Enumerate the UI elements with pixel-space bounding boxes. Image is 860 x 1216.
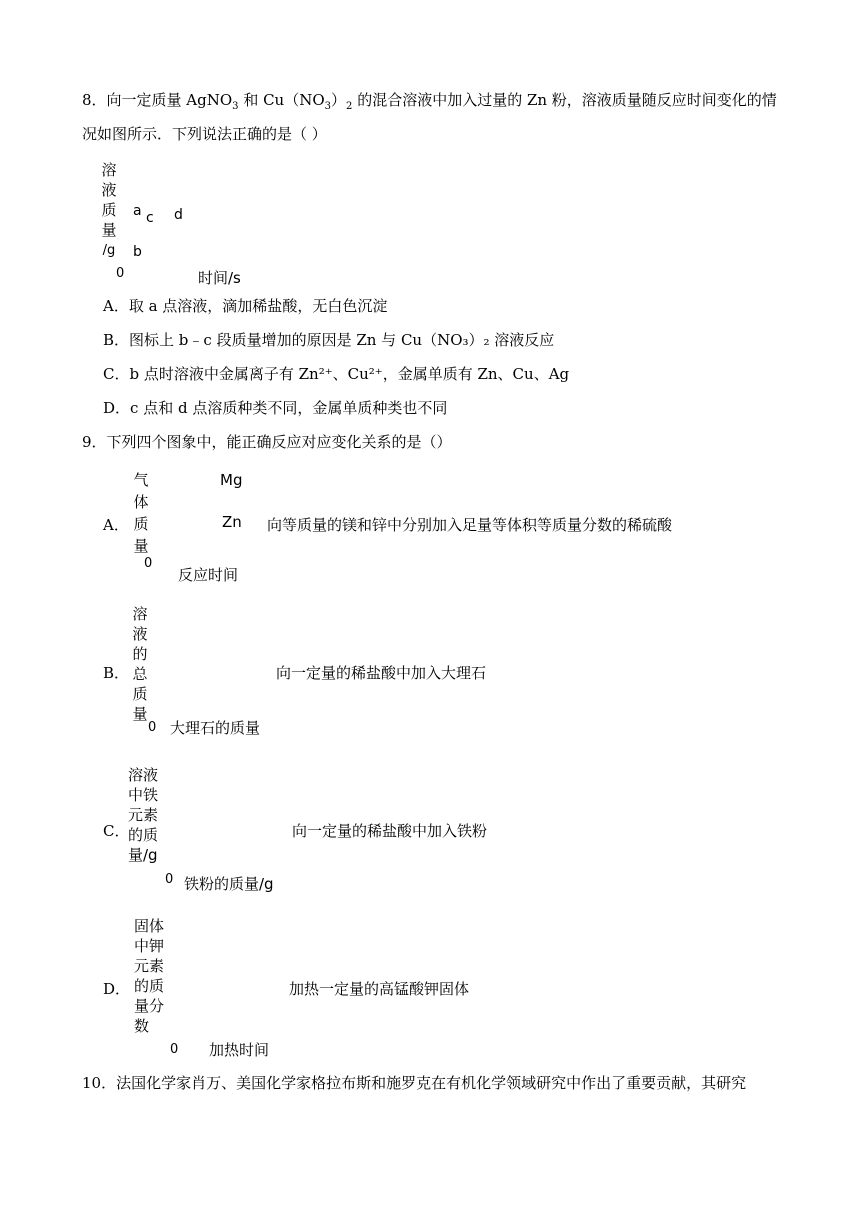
- q8-label-d: d: [174, 207, 183, 223]
- q9-d-ylabel-2: 中钾: [134, 937, 165, 955]
- q9-b-ylabel-4: 总: [132, 665, 148, 683]
- q9-a-series-zn: Zn: [222, 513, 242, 531]
- q9-a-ylabel-2: 体: [133, 493, 149, 511]
- q8-label-b: b: [133, 244, 142, 260]
- q8-xlabel: 时间/s: [198, 269, 241, 287]
- q9-b-ylabel-5: 质: [132, 685, 148, 703]
- q8-label-a: a: [133, 203, 142, 219]
- q9-b-ylabel-6: 量: [132, 705, 148, 723]
- q9-c-origin: 0: [165, 872, 174, 887]
- q8-point-a: [126, 216, 132, 222]
- q9-a-desc: 向等质量的镁和锌中分别加入足量等体积等质量分数的稀硫酸: [267, 516, 673, 534]
- q9-c-ylabel-5: 量/g: [128, 846, 158, 864]
- q8-ylabel-2: 液: [101, 181, 117, 199]
- q10-stem: 10．法国化学家肖万、美国化学家格拉布斯和施罗克在有机化学领域研究中作出了重要贡献，其研究: [82, 1074, 747, 1092]
- q9-b-ylabel-2: 液: [132, 625, 148, 643]
- q8-option-a: A．取 a 点溶液，滴加稀盐酸，无白色沉淀: [103, 297, 388, 315]
- q8-ylabel-1: 溶: [101, 161, 117, 179]
- q9-c-ylabel-2: 中铁: [128, 786, 159, 804]
- q9-b-line: [160, 657, 243, 680]
- q9-c-xlabel: 铁粉的质量/g: [184, 875, 274, 893]
- q8-stem-line1: 8．向一定质量 AgNO$_3$ 和 $Cu(NO_3)_2$ 的混合溶液中加入过量的 Zn 粉，溶液质量随反应时间变化的情: [82, 91, 777, 112]
- q8-ylabel-4: 量: [101, 221, 117, 239]
- q9-a-letter: A．: [103, 516, 129, 534]
- q9-d-ylabel-5: 量分: [134, 997, 165, 1015]
- q9-c-ylabel-4: 的质: [128, 826, 159, 844]
- q9-b-ylabel-3: 的: [132, 645, 148, 663]
- q9-a-ylabel-1: 气: [133, 471, 149, 489]
- q9-d-ylabel-3: 元素: [134, 957, 165, 975]
- q9-stem: 9．下列四个图象中，能正确反应对应变化关系的是（）: [82, 433, 452, 451]
- q9-d-ylabel-1: 固体: [134, 917, 165, 935]
- q9-a-xlabel: 反应时间: [178, 566, 239, 584]
- q9-a-ylabel-3: 质: [133, 515, 149, 533]
- q9-d-letter: D．: [103, 980, 131, 998]
- q9-d-ylabel-6: 数: [134, 1017, 150, 1035]
- q9-d-desc: 加热一定量的高锰酸钾固体: [289, 980, 470, 998]
- q9-c-desc: 向一定量的稀盐酸中加入铁粉: [292, 822, 488, 840]
- q9-b-xlabel: 大理石的质量: [170, 719, 261, 737]
- q9-c-ylabel-1: 溶液: [128, 766, 159, 784]
- q8-label-c: c: [146, 210, 154, 226]
- q9-b-desc: 向一定量的稀盐酸中加入大理石: [276, 664, 487, 682]
- q9-d-origin: 0: [170, 1042, 179, 1057]
- q8-ylabel-3: 质: [101, 201, 117, 219]
- q8-option-b: B．图标上 b﹣c 段质量增加的原因是 Zn 与 Cu（NO₃）₂ 溶液反应: [103, 331, 555, 349]
- q9-a-ylabel-4: 量: [133, 537, 149, 555]
- q9-d-xlabel: 加热时间: [209, 1041, 270, 1059]
- q9-b-ylabel-1: 溶: [132, 605, 148, 623]
- q9-a-series-mg: Mg: [220, 471, 243, 489]
- q9-c-letter: C．: [103, 822, 130, 840]
- q8-point-b: [134, 235, 140, 241]
- q8-point-d: [175, 225, 181, 231]
- q8-point-c: [147, 225, 153, 231]
- q9-b-origin: 0: [148, 720, 157, 735]
- q8-ylabel-5: /g: [102, 243, 116, 258]
- q8-origin: 0: [116, 266, 125, 281]
- q9-b-letter: B．: [103, 664, 130, 682]
- q9-d-ylabel-4: 的质: [134, 977, 165, 995]
- q8-option-d: D．c 点和 d 点溶质种类不同，金属单质种类也不同: [103, 399, 448, 417]
- q9-c-line: [170, 806, 232, 866]
- q9-c-ylabel-3: 元素: [128, 806, 159, 824]
- q8-option-c: C．b 点时溶液中金属离子有 Zn²⁺、Cu²⁺，金属单质有 Zn、Cu、Ag: [103, 365, 570, 383]
- q8-stem-line2: 况如图所示．下列说法正确的是（ ）: [82, 125, 327, 143]
- q9-a-origin: 0: [144, 556, 153, 571]
